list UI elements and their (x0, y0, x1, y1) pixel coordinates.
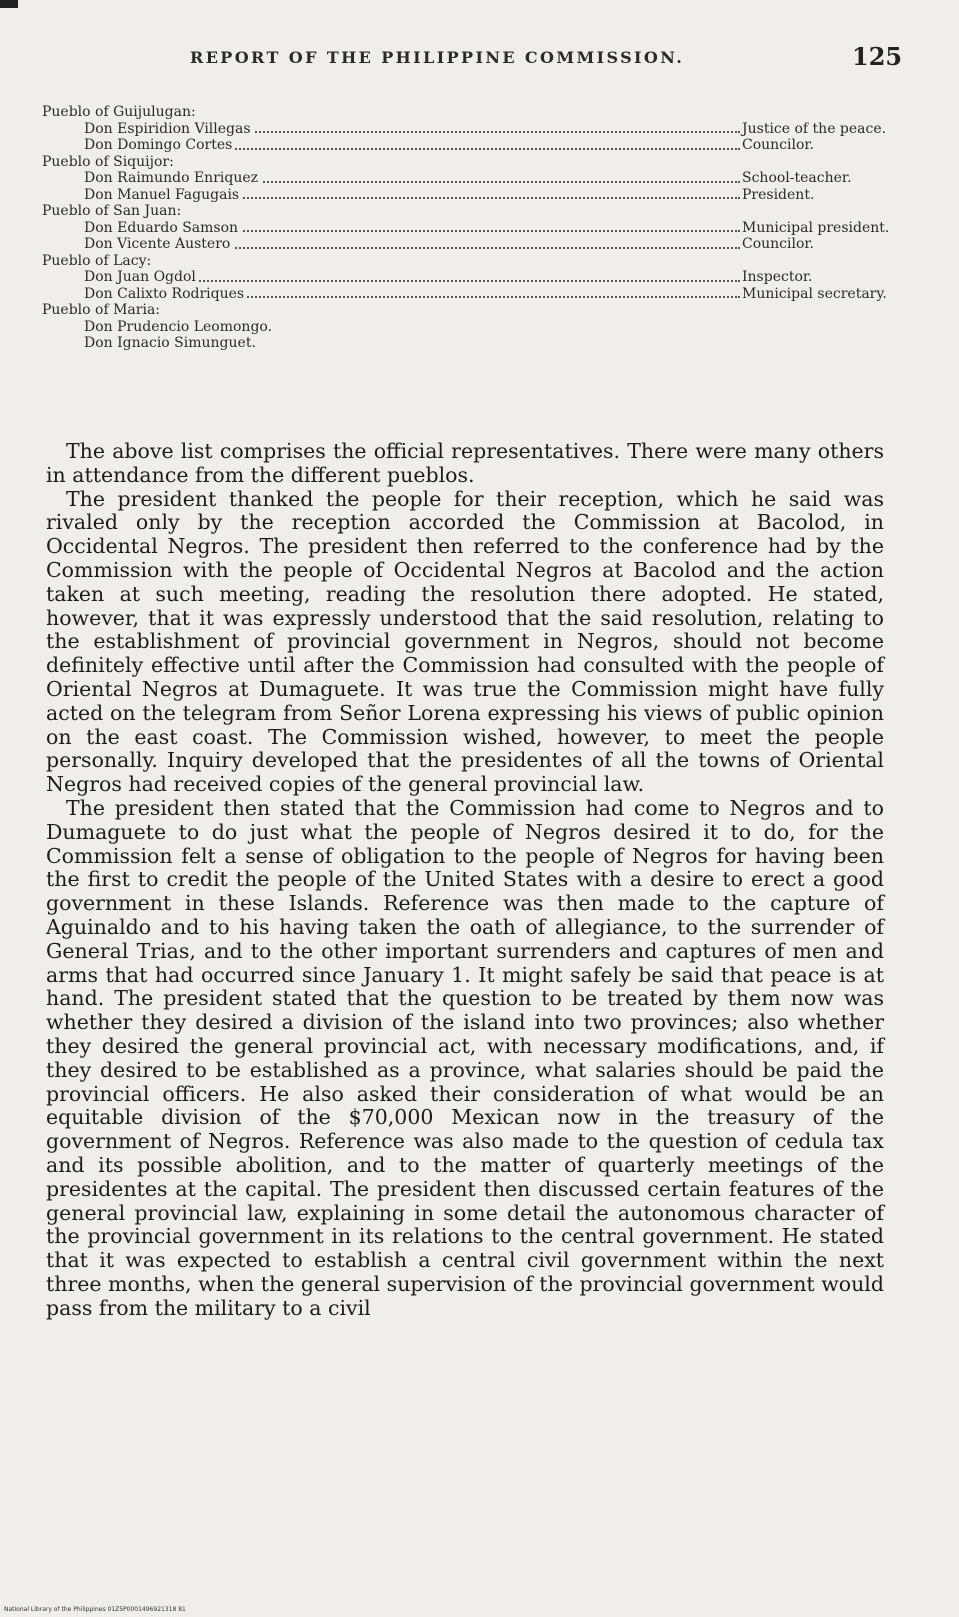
list-item (42, 121, 912, 138)
member-name: Don Eduardo Samson (84, 220, 241, 236)
paragraph: The president thanked the people for their reception, which he said was rivaled only by the reception accorded the Commission at Bacolod, in Occidental Negros. The president then referred to the conference had by the Commission with the people of Occidental Negros at Bacolod and the action taken at such meeting, reading the resolution there adopted. He stated, however, that it was expressly understood that the said resolution, relating to the establishment of provincial government in Negros, should not become definitely effective until after the Commission had consulted with the people of Oriental Negros at Dumaguete. It was true the Commission might have fully acted on the telegram from Señor Lorena expressing his views of public opinion on the east coast. The Commission wished, however, to meet the people personally. Inquiry developed that the presidentes of all the towns of Oriental Negros had received copies of the general provincial law. (46, 486, 884, 797)
member-role: Municipal secretary. (742, 285, 887, 302)
member-name: Don Vicente Austero (84, 236, 233, 252)
scan-edge-mark (0, 0, 18, 8)
member-name: Don Espiridion Villegas (84, 121, 254, 137)
page-header (0, 42, 959, 72)
list-item (42, 269, 912, 286)
member-role: Justice of the peace. (742, 120, 887, 137)
body-text (46, 440, 884, 1320)
member-role: Municipal president. (742, 219, 890, 236)
running-title: REPORT OF THE PHILIPPINE COMMISSION. (190, 48, 685, 67)
pueblo-heading: Pueblo of Maria: (42, 302, 161, 318)
list-item (42, 335, 912, 352)
list-item (42, 319, 912, 336)
member-role: Councilor. (742, 137, 815, 153)
scan-footer: National Library of the Philippines 01Z5P0001496921318 81 (4, 1606, 186, 1613)
member-name: Don Juan Ogdol (84, 269, 199, 285)
member-name: Don Manuel Fagugais (84, 187, 242, 203)
member-name: Don Prudencio Leomongo. (84, 319, 275, 335)
paragraph: The above list comprises the official representatives. There were many others in attendance from the different pueblos. (46, 439, 884, 487)
member-role: School-teacher. (742, 170, 852, 186)
member-name: Don Calixto Rodriques (84, 286, 247, 302)
pueblo-heading: Pueblo of Lacy: (42, 252, 152, 269)
member-name: Don Domingo Cortes (84, 137, 235, 153)
pueblo-heading: Pueblo of San Juan: (42, 203, 182, 219)
member-role: Inspector. (742, 269, 813, 285)
list-item (42, 170, 912, 187)
pueblo-heading: Pueblo of Siquijor: (42, 153, 174, 170)
list-item (42, 236, 912, 253)
member-role: Councilor. (742, 236, 815, 252)
page-number: 125 (852, 42, 903, 71)
list-item (42, 137, 912, 154)
member-role: President. (742, 186, 815, 203)
member-name: Don Ignacio Simunguet. (84, 335, 259, 351)
representatives-list (42, 104, 912, 352)
list-item (42, 187, 912, 204)
member-name: Don Raimundo Enriquez (84, 170, 261, 186)
list-item (42, 220, 912, 237)
list-item (42, 286, 912, 303)
pueblo-heading: Pueblo of Guijulugan: (42, 104, 196, 120)
paragraph: The president then stated that the Commission had come to Negros and to Dumaguete to do just what the people of Negros desired it to do, for the Commission felt a sense of obligation to the people of Negros for having been the first to credit the people of the United States with a desire to erect a good government in these Islands. Reference was then made to the capture of Aguinaldo and to his having taken the oath of allegiance, to the surrender of General Trias, and to the other important surrenders and captures of men and arms that had occurred since January 1. It might safely be said that peace is at hand. The president stated that the question to be treated by them now was whether they desired a division of the island into two provinces; also whether they desired the general provincial act, with necessary modifications, and, if they desired to be established as a province, what salaries should be paid the provincial officers. He also asked their consideration of what would be an equitable division of the $70,000 Mexican now in the treasury of the government of Negros. Reference was also made to the question of cedula tax and its possible abolition, and to the matter of quarterly meetings of the presidentes at the capital. The president then discussed certain features of the general provincial law, explaining in some detail the autonomous character of the provincial government in its relations to the central government. He stated that it was expected to establish a central civil government within the next three months, when the general supervision of the provincial government would pass from the military to a civil (46, 795, 884, 1320)
